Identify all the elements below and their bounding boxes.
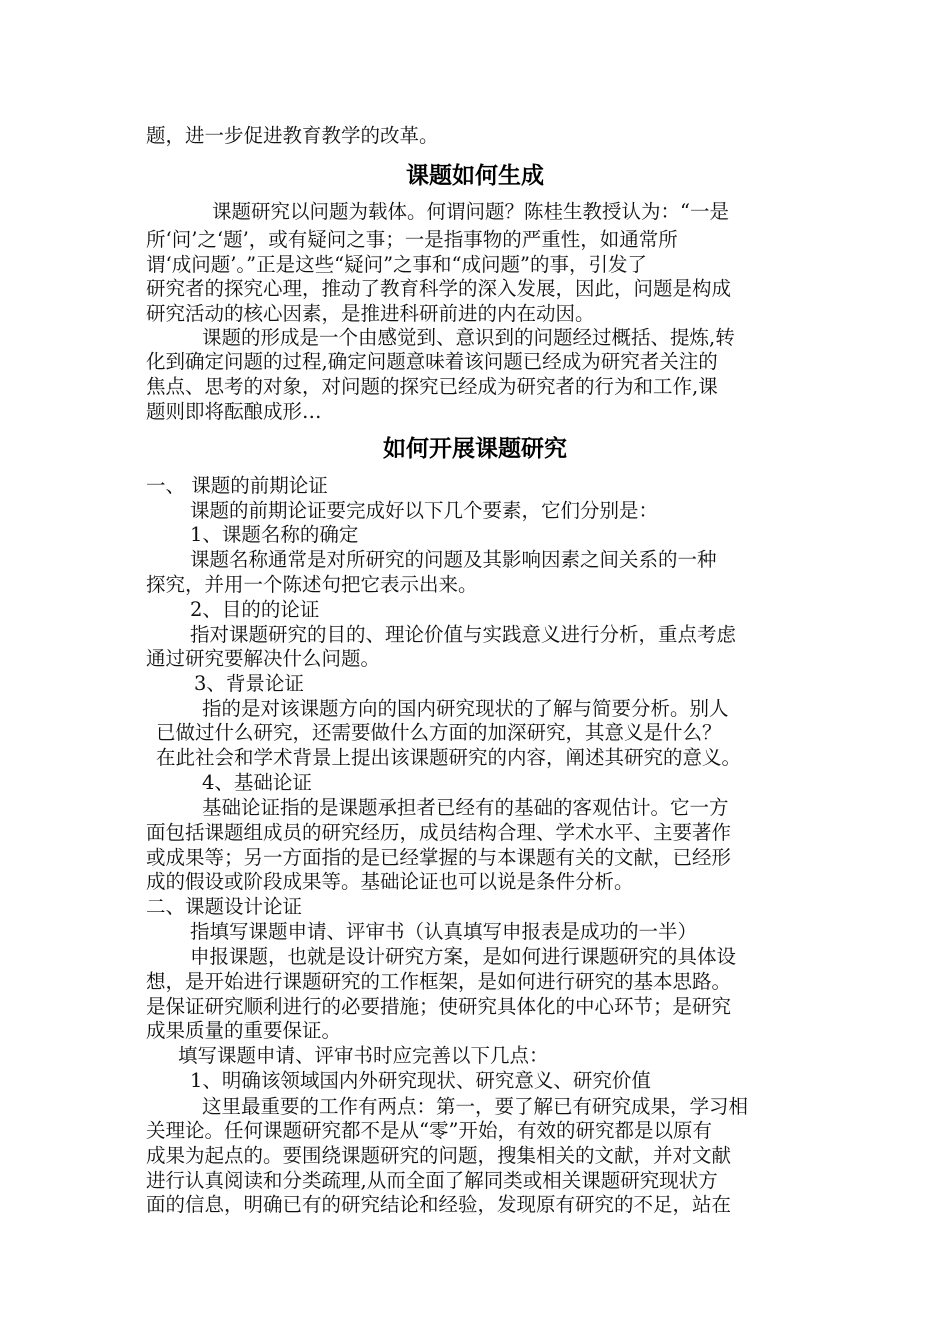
paragraph-line: 所‘问’之‘题’，或有疑问之事；一是指事物的严重性，如通常所 — [146, 228, 678, 251]
paragraph-line: 通过研究要解决什么问题。 — [146, 647, 381, 670]
paragraph-line: 已做过什么研究，还需要做什么方面的加深研究，其意义是什么？ — [156, 721, 722, 744]
section-heading-topic-generation: 课题如何生成 — [406, 162, 544, 189]
item-title: 2、目的的论证 — [190, 598, 320, 621]
paragraph-line: 探究，并用一个陈述句把它表示出来。 — [146, 573, 478, 596]
paragraph-line: 面的信息，明确已有的研究结论和经验，发现原有研究的不足，站在 — [146, 1193, 732, 1216]
paragraph-line: 面包括课题组成员的研究经历，成员结构合理、学术水平、主要著作 — [146, 821, 732, 844]
paragraph-line: 进行认真阅读和分类疏理,从而全面了解同类或相关课题研究现状方 — [146, 1169, 718, 1192]
item-title: 1、明确该领域国内外研究现状、研究意义、研究价值 — [190, 1069, 651, 1092]
paragraph-line: 题则即将酝酿成形… — [146, 400, 322, 423]
item-title: 1、课题名称的确定 — [190, 523, 359, 546]
paragraph-line: 指的是对该课题方向的国内研究现状的了解与简要分析。别人 — [202, 697, 729, 720]
paragraph-line: 谓‘成问题’。”正是这些“疑问”之事和“成问题”的事，引发了 — [146, 253, 647, 276]
paragraph-line: 化到确定问题的过程,确定问题意味着该问题已经成为研究者关注的 — [146, 350, 718, 373]
paragraph-line: 成果质量的重要保证。 — [146, 1019, 342, 1042]
part-title: 二、课题设计论证 — [146, 895, 303, 918]
paragraph-line: 课题名称通常是对所研究的问题及其影响因素之间关系的一种 — [190, 548, 717, 571]
paragraph-line: 想，是开始进行课题研究的工作框架，是如何进行研究的基本思路。 — [146, 970, 732, 993]
paragraph-line: 成果为起点的。要围绕课题研究的问题，搜集相关的文献，并对文献 — [146, 1144, 732, 1167]
paragraph-line: 或成果等；另一方面指的是已经掌握的与本课题有关的文献，已经形 — [146, 846, 732, 869]
intro-tail-line: 题，进一步促进教育教学的改革。 — [146, 124, 439, 147]
paragraph-line: 指对课题研究的目的、理论价值与实践意义进行分析，重点考虑 — [190, 623, 737, 646]
paragraph-line: 是保证研究顺利进行的必要措施；使研究具体化的中心环节；是研究 — [146, 995, 732, 1018]
paragraph-line: 申报课题，也就是设计研究方案，是如何进行课题研究的具体设 — [190, 945, 737, 968]
paragraph-line: 关理论。任何课题研究都不是从“零”开始，有效的研究都是以原有 — [146, 1119, 712, 1142]
paragraph-line: 在此社会和学术背景上提出该课题研究的内容，阐述其研究的意义。 — [156, 746, 742, 769]
part-intro: 指填写课题申请、评审书（认真填写申报表是成功的一半） — [190, 920, 698, 943]
list-intro: 填写课题申请、评审书时应完善以下几点： — [178, 1044, 549, 1067]
paragraph-line: 这里最重要的工作有两点：第一，要了解已有研究成果，学习相 — [202, 1095, 749, 1118]
paragraph-line: 课题研究以问题为载体。何谓问题？陈桂生教授认为：“一是 — [212, 200, 729, 223]
paragraph-line: 研究活动的核心因素，是推进科研前进的内在动因。 — [146, 302, 595, 325]
paragraph-line: 基础论证指的是课题承担者已经有的基础的客观估计。它一方 — [202, 796, 729, 819]
section-heading-conduct-research: 如何开展课题研究 — [383, 435, 567, 462]
item-title: 3、背景论证 — [194, 672, 304, 695]
paragraph-line: 成的假设或阶段成果等。基础论证也可以说是条件分析。 — [146, 870, 634, 893]
item-title: 4、基础论证 — [202, 771, 312, 794]
part-title: 一、 课题的前期论证 — [146, 474, 328, 497]
part-intro: 课题的前期论证要完成好以下几个要素，它们分别是： — [190, 499, 659, 522]
paragraph-line: 课题的形成是一个由感觉到、意识到的问题经过概括、提炼,转 — [202, 326, 735, 349]
paragraph-line: 研究者的探究心理，推动了教育科学的深入发展，因此，问题是构成 — [146, 277, 732, 300]
paragraph-line: 焦点、思考的对象，对问题的探究已经成为研究者的行为和工作,课 — [146, 375, 718, 398]
